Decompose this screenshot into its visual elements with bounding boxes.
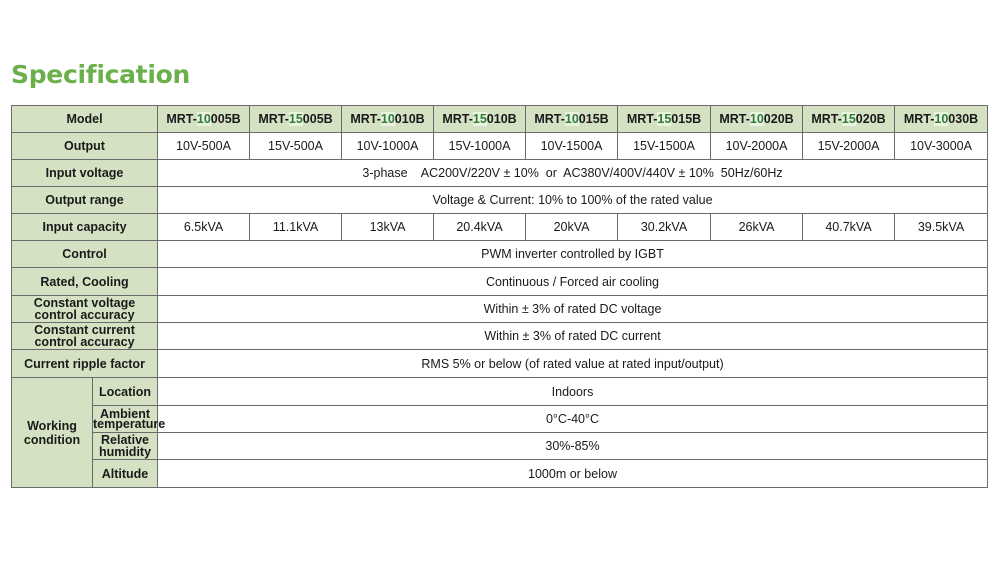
- output-label: Output: [12, 133, 158, 160]
- output-range-row: [12, 187, 988, 214]
- input-voltage-value: 3-phase AC200V/220V ± 10% or AC380V/400V/440V ± 10% 50Hz/60Hz: [158, 160, 988, 187]
- humidity-row: [12, 433, 988, 460]
- model-header: MRT-10020B: [711, 106, 803, 133]
- cv-accuracy-row: [12, 296, 988, 323]
- output-cell: 15V-1500A: [618, 133, 711, 160]
- input-capacity-cell: 26kVA: [711, 214, 803, 241]
- humidity-value: 30%-85%: [158, 433, 988, 460]
- ripple-label: Current ripple factor: [12, 350, 158, 378]
- control-value: PWM inverter controlled by IGBT: [158, 241, 988, 268]
- cc-accuracy-label: Constant current control accuracy: [12, 323, 158, 350]
- output-cell: 15V-1000A: [434, 133, 526, 160]
- cc-accuracy-row: [12, 323, 988, 350]
- model-header: MRT-10010B: [342, 106, 434, 133]
- model-header: MRT-15010B: [434, 106, 526, 133]
- rated-cooling-value: Continuous / Forced air cooling: [158, 268, 988, 296]
- humidity-label: Relative humidity: [93, 433, 158, 460]
- ambient-row: [12, 406, 988, 433]
- input-capacity-cell: 30.2kVA: [618, 214, 711, 241]
- output-cell: 10V-3000A: [895, 133, 988, 160]
- cc-accuracy-value: Within ± 3% of rated DC current: [158, 323, 988, 350]
- altitude-value: 1000m or below: [158, 460, 988, 488]
- ambient-value: 0°C-40°C: [158, 406, 988, 433]
- output-cell: 10V-500A: [158, 133, 250, 160]
- cv-accuracy-value: Within ± 3% of rated DC voltage: [158, 296, 988, 323]
- model-header: MRT-15015B: [618, 106, 711, 133]
- input-voltage-label: Input voltage: [12, 160, 158, 187]
- output-cell: 15V-500A: [250, 133, 342, 160]
- control-row: [12, 241, 988, 268]
- working-condition-label: Working condition: [12, 378, 93, 488]
- specification-table: [11, 105, 988, 488]
- control-label: Control: [12, 241, 158, 268]
- cv-accuracy-label: Constant voltage control accuracy: [12, 296, 158, 323]
- model-header: MRT-10030B: [895, 106, 988, 133]
- output-cell: 10V-2000A: [711, 133, 803, 160]
- input-capacity-cell: 11.1kVA: [250, 214, 342, 241]
- altitude-label: Altitude: [93, 460, 158, 488]
- model-header: MRT-15005B: [250, 106, 342, 133]
- rated-cooling-label: Rated, Cooling: [12, 268, 158, 296]
- output-row: [12, 133, 988, 160]
- output-cell: 15V-2000A: [803, 133, 895, 160]
- location-value: Indoors: [158, 378, 988, 406]
- input-capacity-label: Input capacity: [12, 214, 158, 241]
- model-header: MRT-10005B: [158, 106, 250, 133]
- altitude-row: [12, 460, 988, 488]
- ripple-row: [12, 350, 988, 378]
- model-label: Model: [12, 106, 158, 133]
- input-capacity-cell: 39.5kVA: [895, 214, 988, 241]
- input-capacity-row: [12, 214, 988, 241]
- output-cell: 10V-1000A: [342, 133, 434, 160]
- output-range-label: Output range: [12, 187, 158, 214]
- input-capacity-cell: 40.7kVA: [803, 214, 895, 241]
- rated-cooling-row: [12, 268, 988, 296]
- model-header: MRT-15020B: [803, 106, 895, 133]
- output-cell: 10V-1500A: [526, 133, 618, 160]
- input-capacity-cell: 13kVA: [342, 214, 434, 241]
- model-row: [12, 106, 988, 133]
- output-range-value: Voltage & Current: 10% to 100% of the rated value: [158, 187, 988, 214]
- input-capacity-cell: 6.5kVA: [158, 214, 250, 241]
- input-capacity-cell: 20.4kVA: [434, 214, 526, 241]
- location-label: Location: [93, 378, 158, 406]
- input-voltage-row: [12, 160, 988, 187]
- ripple-value: RMS 5% or below (of rated value at rated input/output): [158, 350, 988, 378]
- input-capacity-cell: 20kVA: [526, 214, 618, 241]
- ambient-label: Ambient temperature: [93, 407, 166, 431]
- location-row: [12, 378, 988, 406]
- page-title: Specification: [11, 60, 190, 89]
- model-header: MRT-10015B: [526, 106, 618, 133]
